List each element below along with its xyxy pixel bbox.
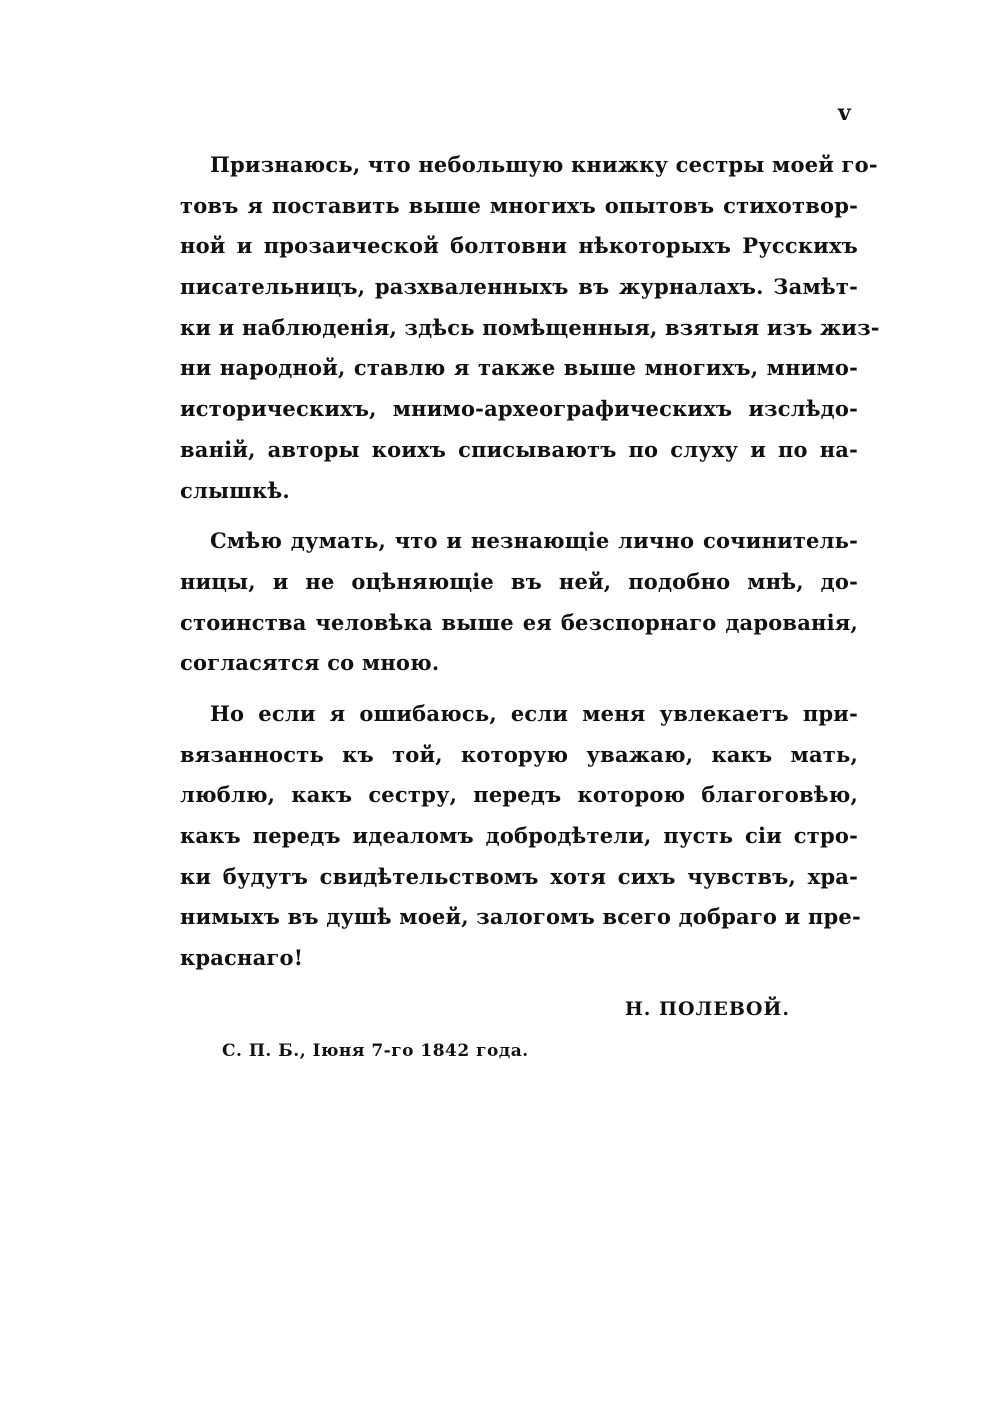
text-line: историческихъ, мнимо-археографическихъ изслѣдо- <box>180 396 858 422</box>
body-text <box>180 145 880 989</box>
text-line: Признаюсь, что небольшую книжку сестры моей го- <box>210 152 878 177</box>
text-line: ницы, и не оцѣняющіе въ ней, подобно мнѣ, до- <box>180 568 858 594</box>
text-line: стоинства человѣка выше ея безспорнаго дарованія, <box>180 609 858 635</box>
text-line: вязанность къ той, которую уважаю, какъ мать, <box>180 741 858 767</box>
page-number: v <box>838 100 851 126</box>
dateline: С. П. Б., Іюня 7-го 1842 года. <box>222 1041 529 1061</box>
text-line: слышкѣ. <box>180 477 290 503</box>
author-signature: Н. ПОЛЕВОЙ. <box>624 998 790 1020</box>
text-line: согласятся со мною. <box>180 650 440 676</box>
text-line: краснаго! <box>180 945 304 971</box>
text-line: ки будутъ свидѣтельствомъ хотя сихъ чувствъ, хра- <box>180 863 858 889</box>
text-line: Смѣю думать, что и незнающіе лично сочинитель- <box>210 528 858 554</box>
paragraph-1 <box>180 145 880 511</box>
paragraph-2 <box>180 521 858 684</box>
text-line: товъ я поставить выше многихъ опытовъ стихотвор- <box>180 192 858 218</box>
text-line: Но если я ошибаюсь, если меня увлекаетъ при- <box>210 700 858 726</box>
text-line: писательницъ, разхваленныхъ въ журналахъ. Замѣт- <box>180 274 858 300</box>
text-line: ной и прозаической болтовни нѣкоторыхъ Русскихъ <box>180 233 858 259</box>
text-line: ваній, авторы коихъ списываютъ по слуху и по на- <box>180 436 858 462</box>
text-line: нимыхъ въ душѣ моей, залогомъ всего добраго и пре- <box>180 904 861 930</box>
text-line: какъ передъ идеаломъ добродѣтели, пусть сіи стро- <box>180 823 858 848</box>
paragraph-3 <box>180 694 861 979</box>
text-line: люблю, какъ сестру, передъ которою благоговѣю, <box>180 782 858 808</box>
text-line: ки и наблюденія, здѣсь помѣщенныя, взятыя изъ жиз- <box>180 314 880 340</box>
text-line: ни народной, ставлю я также выше многихъ, мнимо- <box>180 355 858 381</box>
